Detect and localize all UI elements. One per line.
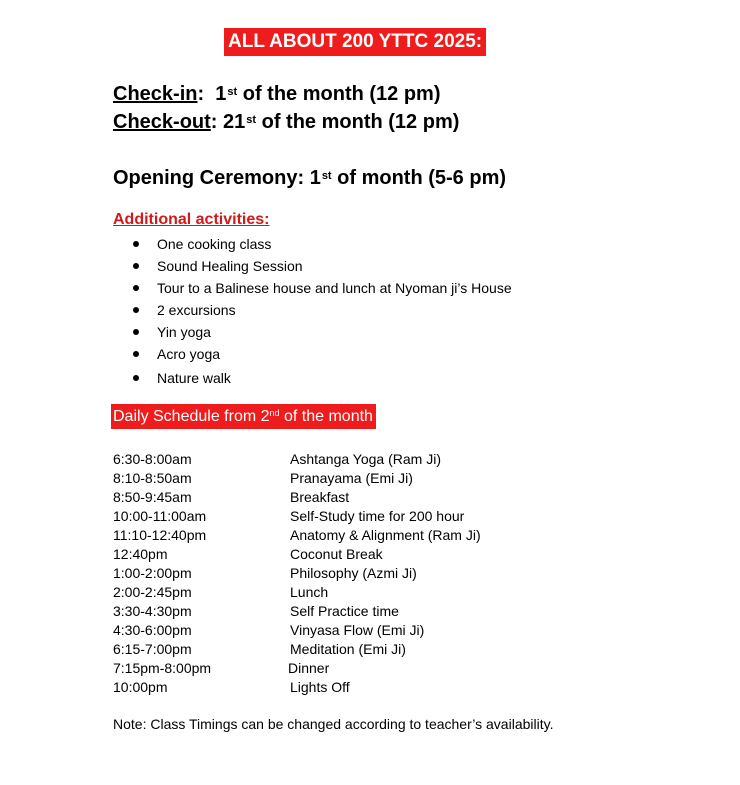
schedule-activity: Self-Study time for 200 hour — [290, 508, 465, 524]
checkin-label: Check-in — [113, 83, 198, 105]
checkin-day-suffix: st — [227, 86, 238, 98]
activities-list — [130, 234, 512, 390]
schedule-activity: Self Practice time — [290, 603, 399, 619]
activity-label: Acro yoga — [157, 346, 221, 362]
schedule-time: 8:50-9:45am — [113, 489, 192, 505]
activity-label: Yin yoga — [157, 324, 211, 340]
document-title: ALL ABOUT 200 YTTC 2025: — [224, 28, 486, 56]
activity-label: Nature walk — [157, 370, 231, 386]
checkout-line — [113, 110, 459, 134]
checkin-colon: : — [197, 83, 205, 105]
daily-schedule-heading — [111, 404, 376, 429]
opening-prefix: Opening Ceremony: 1 — [113, 167, 321, 189]
checkout-colon: : — [210, 111, 218, 133]
daily-heading-rest: of the month — [283, 408, 373, 425]
schedule-time: 10:00pm — [113, 679, 168, 695]
list-item — [130, 256, 512, 278]
bullet-icon — [133, 375, 139, 381]
schedule-activity: Meditation (Emi Ji) — [290, 641, 406, 657]
checkout-day-suffix: st — [246, 114, 257, 126]
schedule-activity: Dinner — [288, 660, 330, 676]
schedule-time: 1:00-2:00pm — [113, 565, 192, 581]
schedule-activity: Anatomy & Alignment (Ram Ji) — [290, 527, 481, 543]
schedule-activity: Pranayama (Emi Ji) — [290, 470, 413, 486]
bullet-icon — [133, 307, 139, 313]
list-item — [130, 300, 512, 322]
schedule-time: 12:40pm — [113, 546, 168, 562]
availability-note: Note: Class Timings can be changed according to teacher’s availability. — [113, 716, 554, 732]
opening-suffix: st — [321, 170, 332, 182]
schedule-activity: Lunch — [290, 584, 329, 600]
schedule-time: 6:30-8:00am — [113, 451, 192, 467]
schedule-time: 11:10-12:40pm — [113, 527, 207, 543]
list-item — [130, 278, 512, 300]
schedule-time: 7:15pm-8:00pm — [113, 660, 212, 676]
schedule-activity: Vinyasa Flow (Emi Ji) — [290, 622, 425, 638]
checkin-line — [113, 82, 441, 106]
list-item — [130, 344, 512, 366]
activity-label: Sound Healing Session — [157, 258, 303, 274]
checkout-rest: of the month (12 pm) — [261, 111, 460, 133]
list-item — [130, 368, 512, 390]
schedule-activity: Philosophy (Azmi Ji) — [290, 565, 417, 581]
schedule-time: 4:30-6:00pm — [113, 622, 192, 638]
list-item — [130, 322, 512, 344]
opening-rest: of month (5-6 pm) — [337, 167, 507, 189]
checkout-label: Check-out — [113, 111, 211, 133]
schedule-time: 6:15-7:00pm — [113, 641, 192, 657]
bullet-icon — [133, 263, 139, 269]
daily-heading-suffix: nd — [269, 408, 280, 418]
schedule-time: 3:30-4:30pm — [113, 603, 192, 619]
checkout-day: 21 — [223, 111, 246, 133]
schedule-time: 10:00-11:00am — [113, 508, 207, 524]
bullet-icon — [133, 285, 139, 291]
activity-label: One cooking class — [157, 236, 272, 252]
bullet-icon — [133, 351, 139, 357]
checkin-rest: of the month (12 pm) — [242, 83, 441, 105]
schedule-activity: Ashtanga Yoga (Ram Ji) — [290, 451, 441, 467]
bullet-icon — [133, 241, 139, 247]
activity-label: 2 excursions — [157, 302, 236, 318]
bullet-icon — [133, 329, 139, 335]
opening-ceremony-line — [113, 166, 506, 190]
list-item — [130, 234, 512, 256]
schedule-activity: Breakfast — [290, 489, 350, 505]
daily-heading-prefix: Daily Schedule from 2 — [113, 408, 270, 425]
schedule-time: 2:00-2:45pm — [113, 584, 192, 600]
schedule-activity: Lights Off — [290, 679, 350, 695]
schedule-activity: Coconut Break — [290, 546, 383, 562]
schedule-time: 8:10-8:50am — [113, 470, 192, 486]
checkin-day: 1 — [215, 83, 227, 105]
activity-label: Tour to a Balinese house and lunch at Nyoman ji’s House — [157, 280, 512, 296]
activities-heading: Additional activities: — [113, 211, 270, 228]
